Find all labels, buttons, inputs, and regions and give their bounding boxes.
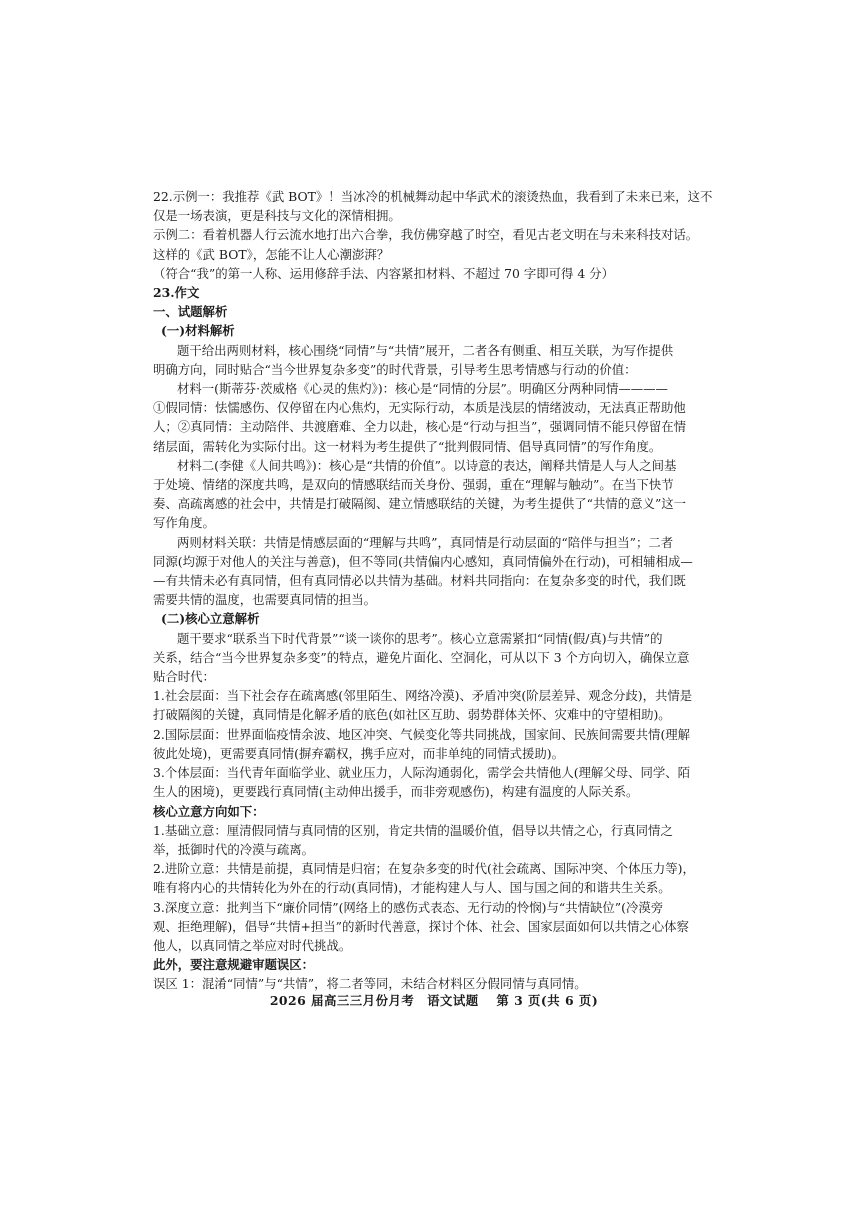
paragraph-line: 奏、高疏离感的社会中，共情是打破隔阂、建立情感联结的关键，为考生提供了“共情的意义”这一 — [153, 496, 687, 512]
paragraph-line: 他人，以真同情之举应对时代挑战。 — [153, 937, 352, 953]
paragraph-line: 写作角度。 — [153, 515, 215, 531]
paragraph-line: 2.进阶立意：共情是前提，真同情是归宿；在复杂多变的时代(社会疏离、国际冲突、个体压力等)， — [153, 861, 695, 877]
paragraph-line: —有共情未必有真同情，但有真同情必以共情为基础。材料共同指向：在复杂多变的时代，我们既 — [153, 573, 686, 589]
q22-line: 仅是一场表演，更是科技与文化的深情相拥。 — [153, 208, 401, 224]
subsection-heading: (一)材料解析 — [161, 323, 235, 339]
paragraph-line: 人；②真同情：主动陪伴、共渡磨难、全力以赴，核心是“行动与担当”，强调同情不能只停留在情 — [153, 419, 687, 435]
warning-heading: 此外，要注意规避审题误区： — [153, 957, 315, 973]
paragraph-line: 关系，结合“当今世界复杂多变”的特点，避免片面化、空洞化，可从以下 3 个方向切入，确保立意 — [153, 649, 690, 665]
q22-scoring-note: （符合“我”的第一人称、运用修辞手法、内容紧扣材料、不超过 70 字即可得 4 分） — [153, 265, 614, 281]
paragraph-line: 同源(均源于对他人的关注与善意)，但不等同(共情偏内心感知，真同情偏外在行动)，可相辅相成— — [153, 553, 693, 569]
paragraph-line: 两则材料关联：共情是情感层面的“理解与共鸣”，真同情是行动层面的“陪伴与担当”；二者 — [177, 534, 674, 550]
paragraph-line: 贴合时代： — [153, 669, 215, 685]
paragraph-line: 材料二(李健《人间共鸣》)：核心是“共情的价值”。以诗意的表达，阐释共情是人与人之间基 — [177, 457, 677, 473]
paragraph-line: 3.个体层面：当代青年面临学业、就业压力，人际沟通弱化，需学会共情他人(理解父母、同学、陌 — [153, 765, 691, 781]
paragraph-line: 打破隔阂的关键，真同情是化解矛盾的底色(如社区互助、弱势群体关怀、灾难中的守望相助)。 — [153, 707, 671, 723]
q23-title: 23.作文 — [153, 285, 200, 301]
paragraph-line: 3.深度立意：批判当下“廉价同情”(网络上的感伤式表态、无行动的怜悯)与“共情缺位”(冷漠旁 — [153, 899, 664, 915]
paragraph-line: 唯有将内心的共情转化为外在的行动(真同情)，才能构建人与人、国与国之间的和谐共生关系。 — [153, 880, 671, 896]
paragraph-line: 明确方向，同时贴合“当今世界复杂多变”的时代背景，引导考生思考情感与行动的价值： — [153, 361, 637, 377]
paragraph-line: 需要共情的温度，也需要真同情的担当。 — [153, 592, 377, 608]
paragraph-line: 2.国际层面：世界面临疫情余波、地区冲突、气候变化等共同挑战，国家间、民族间需要共情(理解 — [153, 726, 691, 742]
section-heading: 一、试题解析 — [153, 304, 228, 320]
page-footer: 2026 届高三三月份月考 语文试题 第 3 页(共 6 页) — [269, 993, 599, 1008]
paragraph-line: 误区 1：混淆“同情”与“共情”，将二者等同，未结合材料区分假同情与真同情。 — [153, 976, 587, 992]
paragraph-line: ①假同情：怯懦感伤、仅停留在内心焦灼，无实际行动，本质是浅层的情绪波动，无法真正帮助他 — [153, 400, 686, 416]
q22-line: 这样的《武 BOT》，怎能不让人心潮澎湃？ — [153, 246, 390, 262]
paragraph-line: 1.社会层面：当下社会存在疏离感(邻里陌生、网络冷漠)、矛盾冲突(阶层差异、观念分歧)，共情是 — [153, 688, 693, 704]
direction-heading: 核心立意方向如下： — [153, 803, 265, 819]
subsection-heading: (二)核心立意解析 — [161, 611, 260, 627]
paragraph-line: 举，抵御时代的冷漠与疏离。 — [153, 841, 315, 857]
paragraph-line: 绪层面，需转化为实际付出。这一材料为考生提供了“批判假同情、倡导真同情”的写作角度。 — [153, 438, 662, 454]
paragraph-line: 生人的困境)，更要践行真同情(主动伸出援手，而非旁观感伤)，构建有温度的人际关系。 — [153, 784, 639, 800]
paragraph-line: 题干要求“联系当下时代背景”“谈一谈你的思考”。核心立意需紧扣“同情(假/真)与共情”的 — [177, 630, 663, 646]
q22-line: 示例二：看着机器人行云流水地打出六合拳，我仿佛穿越了时空，看见古老文明在与未来科技对话。 — [153, 227, 699, 243]
page-content — [153, 187, 715, 994]
paragraph-line: 彼此处境)，更需要真同情(摒弃霸权，携手应对，而非单纯的同情式援助)。 — [153, 745, 565, 761]
q22-line: 22.示例一：我推荐《武 BOT》！当冰冷的机械舞动起中华武术的滚烫热血，我看到了未来已来，这不 — [153, 189, 713, 204]
paragraph-line: 于处境、情绪的深度共鸣，是双向的情感联结而关身份、强弱，重在“理解与触动”。在当下快节 — [153, 477, 674, 493]
paragraph-line: 题干给出两则材料，核心围绕“同情”与“共情”展开，二者各有侧重、相互关联，为写作提供 — [177, 342, 674, 358]
paragraph-line: 观、拒绝理解)，倡导“共情+担当”的新时代善意，探讨个体、社会、国家层面如何以共情之心体察 — [153, 918, 689, 934]
paragraph-line: 材料一(斯蒂芬·茨威格《心灵的焦灼》)：核心是“同情的分层”。明确区分两种同情———— — [177, 381, 668, 397]
paragraph-line: 1.基础立意：厘清假同情与真同情的区别，肯定共情的温暖价值，倡导以共情之心，行真同情之 — [153, 822, 673, 838]
